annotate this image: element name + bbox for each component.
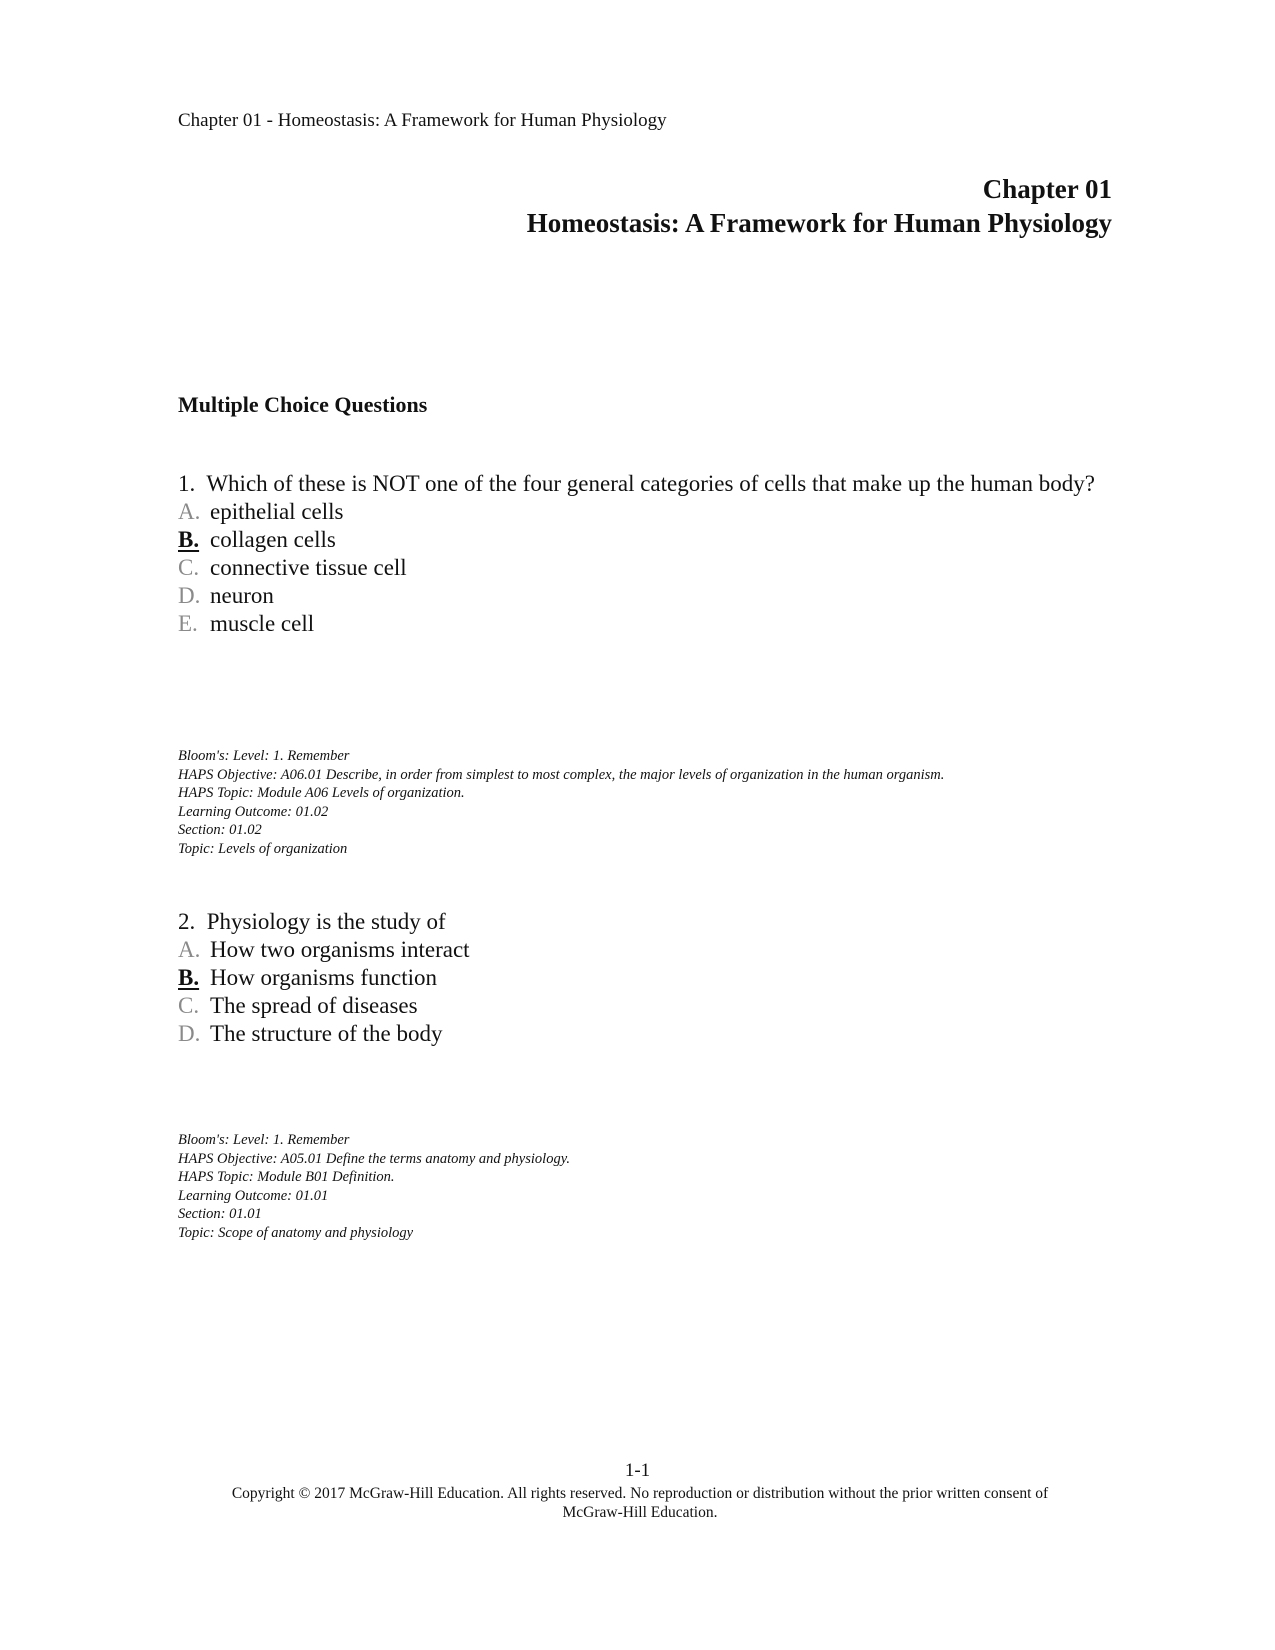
option-a <box>178 498 1108 526</box>
option-text: How organisms function <box>210 965 438 990</box>
page-number: 1-1 <box>624 1460 651 1481</box>
option-letter: A. <box>178 499 201 524</box>
meta-topic: Topic: Scope of anatomy and physiology <box>178 1224 414 1241</box>
chapter-title: Homeostasis: A Framework for Human Physiology <box>526 208 1112 238</box>
option-c <box>178 554 1108 582</box>
question-2-metadata <box>178 1131 570 1242</box>
meta-haps-objective: HAPS Objective: A05.01 Define the terms anatomy and physiology. <box>178 1150 570 1167</box>
chapter-title-block <box>527 172 1112 240</box>
option-letter: A. <box>178 937 201 962</box>
question-text: Which of these is NOT one of the four general categories of cells that make up the human body? <box>206 471 1095 496</box>
section-heading: Multiple Choice Questions <box>178 392 428 417</box>
option-d <box>178 582 1108 610</box>
question-text: Physiology is the study of <box>206 909 446 934</box>
option-text: muscle cell <box>210 611 315 636</box>
meta-topic: Topic: Levels of organization <box>178 840 348 857</box>
option-letter-correct: B. <box>178 527 200 552</box>
option-letter: D. <box>178 583 201 608</box>
meta-haps-topic: HAPS Topic: Module A06 Levels of organization. <box>178 785 465 801</box>
option-text: The structure of the body <box>210 1021 443 1046</box>
running-header: Chapter 01 - Homeostasis: A Framework for Human Physiology <box>178 110 667 131</box>
question-number: 2. <box>178 909 196 934</box>
question-1-metadata <box>178 747 944 858</box>
question-stem <box>178 908 1108 936</box>
option-d <box>178 1020 1108 1048</box>
option-b-correct <box>178 964 1108 992</box>
question-2 <box>178 908 1108 1048</box>
chapter-number: Chapter 01 <box>982 174 1112 204</box>
option-text: connective tissue cell <box>210 555 407 580</box>
meta-haps-topic: HAPS Topic: Module B01 Definition. <box>178 1169 395 1185</box>
option-e <box>178 610 1108 638</box>
question-number: 1. <box>178 471 196 496</box>
option-text: The spread of diseases <box>210 993 418 1018</box>
option-letter: E. <box>178 611 198 636</box>
meta-blooms: Bloom's: Level: 1. Remember <box>178 748 350 764</box>
option-text: neuron <box>210 583 274 608</box>
meta-learning-outcome: Learning Outcome: 01.02 <box>178 803 329 820</box>
option-letter: C. <box>178 555 200 580</box>
option-a <box>178 936 1108 964</box>
option-letter: D. <box>178 1021 201 1046</box>
option-text: collagen cells <box>210 527 336 552</box>
copyright-notice: Copyright © 2017 McGraw-Hill Education. All rights reserved. No reproduction or distribution without the prior written consent of McGraw-Hill Education. <box>231 1485 1049 1521</box>
meta-section: Section: 01.02 <box>178 822 262 838</box>
option-letter-correct: B. <box>178 965 200 990</box>
meta-section: Section: 01.01 <box>178 1206 262 1222</box>
option-letter: C. <box>178 993 200 1018</box>
meta-learning-outcome: Learning Outcome: 01.01 <box>178 1187 329 1204</box>
meta-blooms: Bloom's: Level: 1. Remember <box>178 1132 350 1148</box>
option-text: epithelial cells <box>210 499 344 524</box>
option-c <box>178 992 1108 1020</box>
meta-haps-objective: HAPS Objective: A06.01 Describe, in order from simplest to most complex, the major levels of organization in the human organism. <box>178 766 945 783</box>
option-b-correct <box>178 526 1108 554</box>
question-1 <box>178 470 1108 638</box>
option-text: How two organisms interact <box>210 937 470 962</box>
question-stem <box>178 470 1108 498</box>
